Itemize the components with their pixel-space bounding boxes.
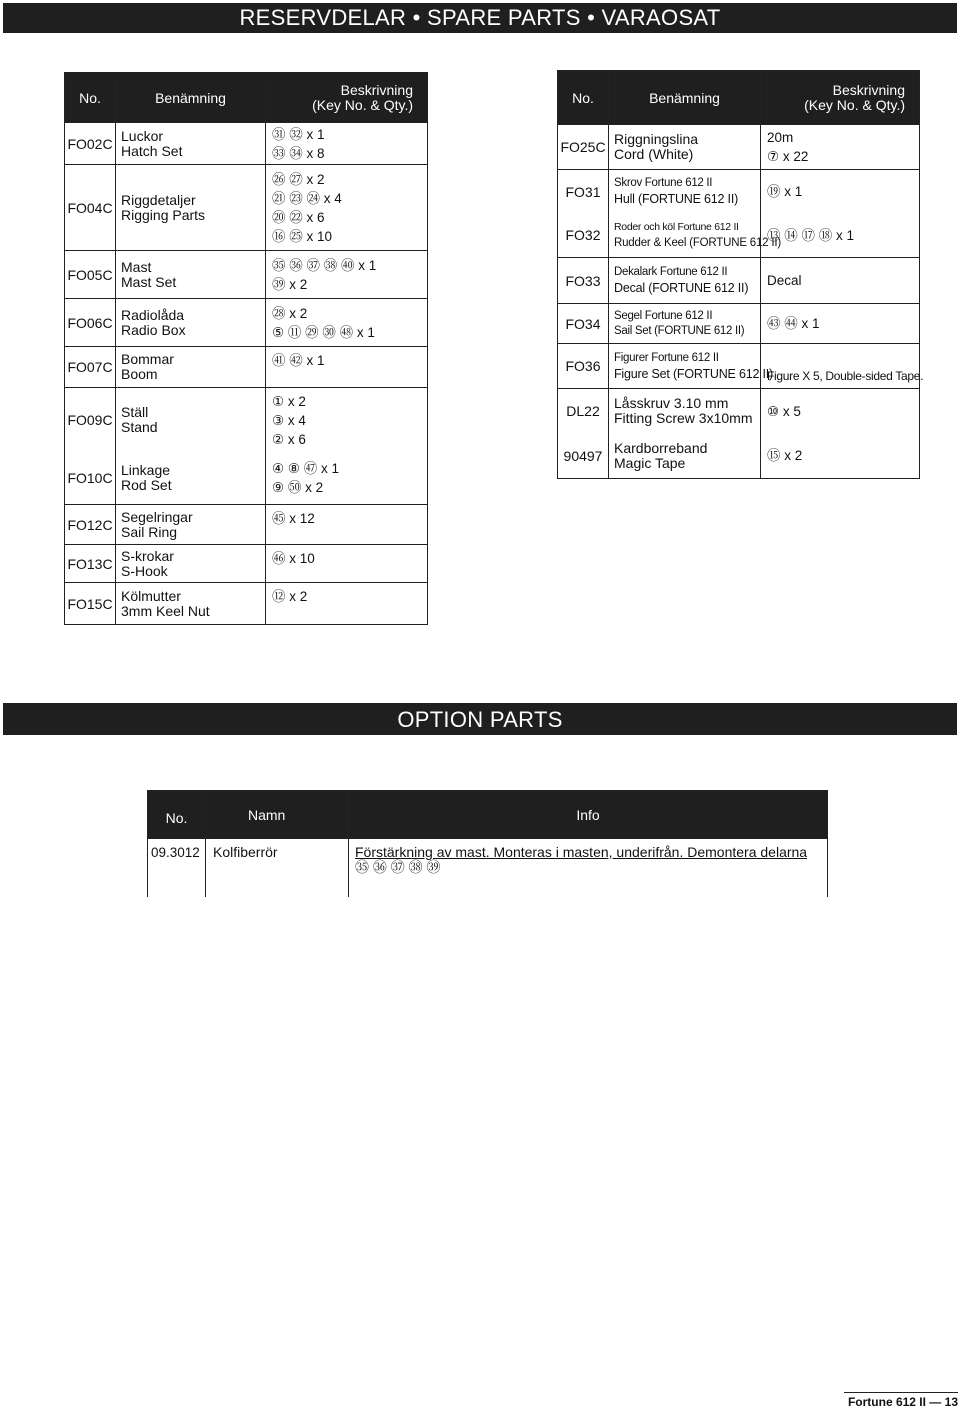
part-number: FO32 <box>558 214 609 258</box>
part-number: FO04C <box>65 165 116 251</box>
part-name: Mast Mast Set <box>116 251 266 299</box>
part-name: Luckor Hatch Set <box>116 123 266 165</box>
table-row <box>558 214 920 258</box>
part-name: Linkage Rod Set <box>116 453 266 505</box>
header-name: Benämning <box>609 71 761 125</box>
header-description: Beskrivning (Key No. & Qty.) <box>266 73 428 123</box>
page-footer: Fortune 612 II — 13 <box>844 1392 958 1409</box>
part-name: Segelringar Sail Ring <box>116 505 266 545</box>
part-description: ㉘ x 2 ⑤ ⑪ ㉙ ㉚ ㊽ x 1 <box>266 299 428 347</box>
part-number: 90497 <box>558 434 609 479</box>
part-description: 20m ⑦ x 22 <box>761 125 920 170</box>
part-description: ㊸ ㊹ x 1 <box>761 304 920 344</box>
table-row <box>65 388 428 453</box>
part-name: Bommar Boom <box>116 347 266 388</box>
part-name: Låsskruv 3.10 mm Fitting Screw 3x10mm <box>609 389 761 434</box>
part-name: Roder och köl Fortune 612 II Rudder & Keel (FORTUNE 612 II) <box>609 214 761 258</box>
part-number: FO25C <box>558 125 609 170</box>
part-number: FO10C <box>65 453 116 505</box>
table-row <box>65 453 428 505</box>
part-name: Dekalark Fortune 612 II Decal (FORTUNE 612 II) <box>609 258 761 304</box>
part-description: Figure X 5, Double-sided Tape. <box>761 344 920 389</box>
part-name: Ställ Stand <box>116 388 266 453</box>
part-number: FO15C <box>65 583 116 625</box>
part-number: FO05C <box>65 251 116 299</box>
option-parts-title: OPTION PARTS <box>3 703 957 735</box>
part-description: ㉛ ㉜ x 1 ㉝ ㉞ x 8 <box>266 123 428 165</box>
table-row <box>558 125 920 170</box>
part-name: Skrov Fortune 612 II Hull (FORTUNE 612 II) <box>609 170 761 214</box>
part-description: ④ ⑧ ㊼ x 1 ⑨ ㊿ x 2 <box>266 453 428 505</box>
part-description: ⑲ x 1 <box>761 170 920 214</box>
part-description: ㉟ ㊱ ㊲ ㊳ ㊵ x 1 ㊴ x 2 <box>266 251 428 299</box>
part-number: FO07C <box>65 347 116 388</box>
table-row <box>558 389 920 434</box>
part-description: ㉖ ㉗ x 2 ㉑ ㉓ ㉔ x 4 ⑳ ㉒ x 6 ⑯ ㉕ x 10 <box>266 165 428 251</box>
header-info: Info <box>349 791 828 839</box>
part-number: FO06C <box>65 299 116 347</box>
part-description: ⑫ x 2 <box>266 583 428 625</box>
part-name: Segel Fortune 612 II Sail Set (FORTUNE 612 II) <box>609 304 761 344</box>
part-description: ㊶ ㊷ x 1 <box>266 347 428 388</box>
table-row <box>65 583 428 625</box>
part-number: FO13C <box>65 545 116 583</box>
part-description: ⑩ x 5 <box>761 389 920 434</box>
table-row <box>558 434 920 479</box>
part-number: FO12C <box>65 505 116 545</box>
part-number: FO34 <box>558 304 609 344</box>
spare-parts-table-right <box>557 70 924 479</box>
table-row <box>65 545 428 583</box>
part-description: ⑮ x 2 <box>761 434 920 479</box>
part-number: FO02C <box>65 123 116 165</box>
table-row <box>65 347 428 388</box>
header-no: No. <box>65 73 116 123</box>
part-description: ㊻ x 10 <box>266 545 428 583</box>
part-name: Riggdetaljer Rigging Parts <box>116 165 266 251</box>
table-row <box>558 258 920 304</box>
part-number: FO36 <box>558 344 609 389</box>
table-row <box>65 251 428 299</box>
header-name: Benämning <box>116 73 266 123</box>
part-name: Kolfiberrör <box>206 839 349 897</box>
part-number: 09.3012 <box>148 839 206 897</box>
table-row <box>558 304 920 344</box>
table-row <box>148 839 828 897</box>
part-number: FO31 <box>558 170 609 214</box>
header-no: No. <box>148 791 206 839</box>
table-row <box>65 505 428 545</box>
header-description: Beskrivning (Key No. & Qty.) <box>761 71 920 125</box>
part-number: FO09C <box>65 388 116 453</box>
part-number: DL22 <box>558 389 609 434</box>
part-name: Radiolåda Radio Box <box>116 299 266 347</box>
part-name: Kölmutter 3mm Keel Nut <box>116 583 266 625</box>
part-name: Riggningslina Cord (White) <box>609 125 761 170</box>
part-description: ⑬ ⑭ ⑰ ⑱ x 1 <box>761 214 920 258</box>
table-row <box>65 165 428 251</box>
table-row <box>65 123 428 165</box>
table-row <box>558 170 920 214</box>
part-description: Decal <box>761 258 920 304</box>
header-name: Namn <box>206 791 349 839</box>
table-row <box>558 344 920 389</box>
part-name: S-krokar S-Hook <box>116 545 266 583</box>
part-description: ① x 2 ③ x 4 ② x 6 <box>266 388 428 453</box>
part-name: Figurer Fortune 612 II Figure Set (FORTUNE 612 II) <box>609 344 761 389</box>
part-description: ㊺ x 12 <box>266 505 428 545</box>
option-parts-table <box>147 790 828 897</box>
header-no: No. <box>558 71 609 125</box>
spare-parts-title: RESERVDELAR • SPARE PARTS • VARAOSAT <box>3 3 957 33</box>
part-info: Förstärkning av mast. Monteras i masten, underifrån. Demontera delarna ㉟ ㊱ ㊲ ㊳ ㊴ <box>349 839 828 897</box>
table-row <box>65 299 428 347</box>
spare-parts-table-left <box>64 72 428 625</box>
part-number: FO33 <box>558 258 609 304</box>
part-name: Kardborreband Magic Tape <box>609 434 761 479</box>
